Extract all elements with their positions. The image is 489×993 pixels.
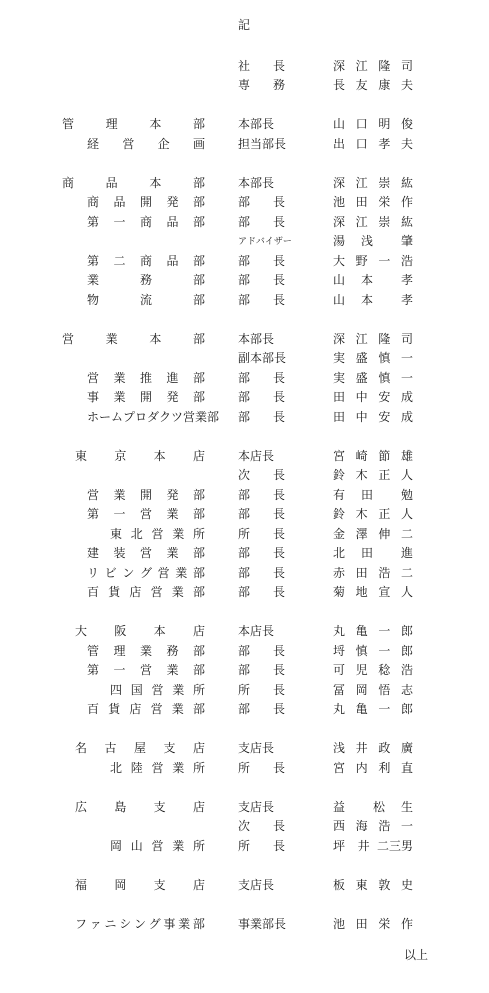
- roster-row: [0, 699, 489, 717]
- roster-row: [0, 173, 489, 191]
- roster-row: [0, 368, 489, 386]
- roster-row: [0, 114, 489, 132]
- department-name: リ ビ ン グ 営 業 部: [87, 565, 205, 580]
- position-title: 部 長: [238, 565, 285, 580]
- department-name: 東 京 本 店: [75, 448, 205, 463]
- roster-row: [0, 407, 489, 425]
- position-title: 部 長: [238, 643, 285, 658]
- roster-row: [0, 563, 489, 581]
- person-name: 埒 慎 一 郎: [333, 643, 413, 658]
- department-name: 第 一 商 品 部: [87, 214, 205, 229]
- roster-row: [0, 660, 489, 678]
- department-name: 東 北 営 業 所: [110, 526, 205, 541]
- person-name: 浅 井 政 廣: [333, 740, 413, 755]
- roster-row: [0, 56, 489, 74]
- person-name: 宮 崎 節 雄: [333, 448, 413, 463]
- position-title: アドバイザー: [238, 236, 292, 247]
- person-name: 冨 岡 悟 志: [333, 682, 413, 697]
- roster-row: [0, 75, 489, 93]
- roster-row: [0, 485, 489, 503]
- roster-row: [0, 582, 489, 600]
- roster-row: [0, 387, 489, 405]
- person-name: 赤 田 浩 二: [333, 565, 413, 580]
- department-name: 商 品 開 発 部: [87, 194, 205, 209]
- roster-row: [0, 504, 489, 522]
- roster-row: [0, 446, 489, 464]
- person-name: 益 松 生: [333, 799, 414, 814]
- position-title: 部 長: [238, 545, 285, 560]
- position-title: 部 長: [238, 272, 285, 287]
- position-title: 部 長: [238, 662, 285, 677]
- person-name: 山 本 孝: [333, 272, 414, 287]
- position-title: 社 長: [238, 58, 285, 73]
- person-name: 池 田 栄 作: [333, 194, 413, 209]
- position-title: 次 長: [238, 818, 285, 833]
- roster-row: [0, 797, 489, 815]
- roster-row: [0, 290, 489, 308]
- department-name: 業 務 部: [87, 272, 205, 287]
- department-name: 経 営 企 画: [87, 136, 205, 151]
- person-name: 深 江 崇 紘: [333, 175, 413, 190]
- roster-row: [0, 231, 489, 249]
- document-heading: 記: [238, 18, 251, 32]
- department-name: ホームプロダクツ営業部: [87, 409, 220, 424]
- roster-row: [0, 914, 489, 932]
- person-name: 金 澤 伸 二: [333, 526, 413, 541]
- roster-row: [0, 738, 489, 756]
- department-name: 商 品 本 部: [62, 175, 205, 190]
- roster-row: [0, 270, 489, 288]
- person-name: 丸 亀 一 郎: [333, 701, 413, 716]
- position-title: 副本部長: [238, 350, 287, 365]
- roster-row: [0, 758, 489, 776]
- position-title: 支店長: [238, 799, 275, 814]
- person-name: 板 東 敦 史: [333, 877, 413, 892]
- roster-row: [0, 816, 489, 834]
- person-name: 大 野 一 浩: [333, 253, 413, 268]
- person-name: 田 中 安 成: [333, 409, 413, 424]
- department-name: 事 業 開 発 部: [87, 389, 205, 404]
- position-title: 部 長: [238, 584, 285, 599]
- department-name: 営 業 推 進 部: [87, 370, 205, 385]
- department-name: 名 古 屋 支 店: [75, 740, 205, 755]
- position-title: 本店長: [238, 623, 275, 638]
- roster-row: [0, 348, 489, 366]
- position-title: 本部長: [238, 175, 275, 190]
- department-name: 広 島 支 店: [75, 799, 205, 814]
- department-name: 管 理 本 部: [62, 116, 205, 131]
- person-name: 山 口 明 俊: [333, 116, 413, 131]
- person-name: 実 盛 慎 一: [333, 350, 413, 365]
- person-name: 北 田 進: [333, 545, 414, 560]
- position-title: 部 長: [238, 292, 285, 307]
- roster-row: [0, 836, 489, 854]
- position-title: 部 長: [238, 506, 285, 521]
- person-name: 山 本 孝: [333, 292, 414, 307]
- person-name: 湯 浅 肇: [333, 233, 414, 248]
- roster-row: [0, 543, 489, 561]
- person-name: 深 江 隆 司: [333, 58, 413, 73]
- department-name: 物 流 部: [87, 292, 205, 307]
- person-name: 有 田 勉: [333, 487, 414, 502]
- roster-row: [0, 524, 489, 542]
- position-title: 所 長: [238, 682, 285, 697]
- roster-row: [0, 465, 489, 483]
- department-name: 福 岡 支 店: [75, 877, 205, 892]
- roster-row: [0, 329, 489, 347]
- person-name: 鈴 木 正 人: [333, 506, 413, 521]
- department-name: 岡 山 営 業 所: [110, 838, 205, 853]
- person-name: 可 児 稔 浩: [333, 662, 413, 677]
- person-name: 西 海 浩 一: [333, 818, 413, 833]
- position-title: 所 長: [238, 760, 285, 775]
- position-title: 部 長: [238, 194, 285, 209]
- person-name: 出 口 孝 夫: [333, 136, 413, 151]
- person-name: 深 江 隆 司: [333, 331, 413, 346]
- person-name: 鈴 木 正 人: [333, 467, 413, 482]
- person-name: 実 盛 慎 一: [333, 370, 413, 385]
- position-title: 部 長: [238, 389, 285, 404]
- position-title: 担当部長: [238, 136, 287, 151]
- person-name: 池 田 栄 作: [333, 916, 413, 931]
- roster-row: [0, 134, 489, 152]
- person-name: 菊 地 宣 人: [333, 584, 413, 599]
- roster-row: [0, 251, 489, 269]
- position-title: 部 長: [238, 214, 285, 229]
- position-title: 本部長: [238, 331, 275, 346]
- position-title: 本店長: [238, 448, 275, 463]
- roster-row: [0, 212, 489, 230]
- position-title: 所 長: [238, 838, 285, 853]
- department-name: 北 陸 営 業 所: [110, 760, 205, 775]
- department-name: 管 理 業 務 部: [87, 643, 205, 658]
- position-title: 専 務: [238, 77, 285, 92]
- position-title: 支店長: [238, 877, 275, 892]
- position-title: 部 長: [238, 370, 285, 385]
- person-name: 宮 内 利 直: [333, 760, 413, 775]
- position-title: 部 長: [238, 253, 285, 268]
- roster-row: [0, 680, 489, 698]
- department-name: 百 貨 店 営 業 部: [87, 584, 205, 599]
- department-name: 第 一 営 業 部: [87, 662, 205, 677]
- person-name: 坪 井 二三男: [333, 838, 413, 853]
- department-name: 建 装 営 業 部: [87, 545, 205, 560]
- document-closing: 以上: [404, 948, 429, 962]
- department-name: 百 貨 店 営 業 部: [87, 701, 205, 716]
- position-title: 本部長: [238, 116, 275, 131]
- person-name: 丸 亀 一 郎: [333, 623, 413, 638]
- department-name: 第 二 商 品 部: [87, 253, 205, 268]
- department-name: 四 国 営 業 所: [110, 682, 205, 697]
- position-title: 部 長: [238, 487, 285, 502]
- department-name: 営 業 本 部: [62, 331, 205, 346]
- position-title: 次 長: [238, 467, 285, 482]
- roster-row: [0, 621, 489, 639]
- department-name: フ ァ ニ シ ン グ 事 業 部: [75, 916, 205, 931]
- position-title: 所 長: [238, 526, 285, 541]
- position-title: 部 長: [238, 701, 285, 716]
- department-name: 営 業 開 発 部: [87, 487, 205, 502]
- roster-row: [0, 192, 489, 210]
- roster-row: [0, 875, 489, 893]
- department-name: 大 阪 本 店: [75, 623, 205, 638]
- person-name: 長 友 康 夫: [333, 77, 413, 92]
- person-name: 深 江 崇 紘: [333, 214, 413, 229]
- position-title: 事業部長: [238, 916, 287, 931]
- department-name: 第 一 営 業 部: [87, 506, 205, 521]
- position-title: 部 長: [238, 409, 285, 424]
- position-title: 支店長: [238, 740, 275, 755]
- person-name: 田 中 安 成: [333, 389, 413, 404]
- roster-row: [0, 641, 489, 659]
